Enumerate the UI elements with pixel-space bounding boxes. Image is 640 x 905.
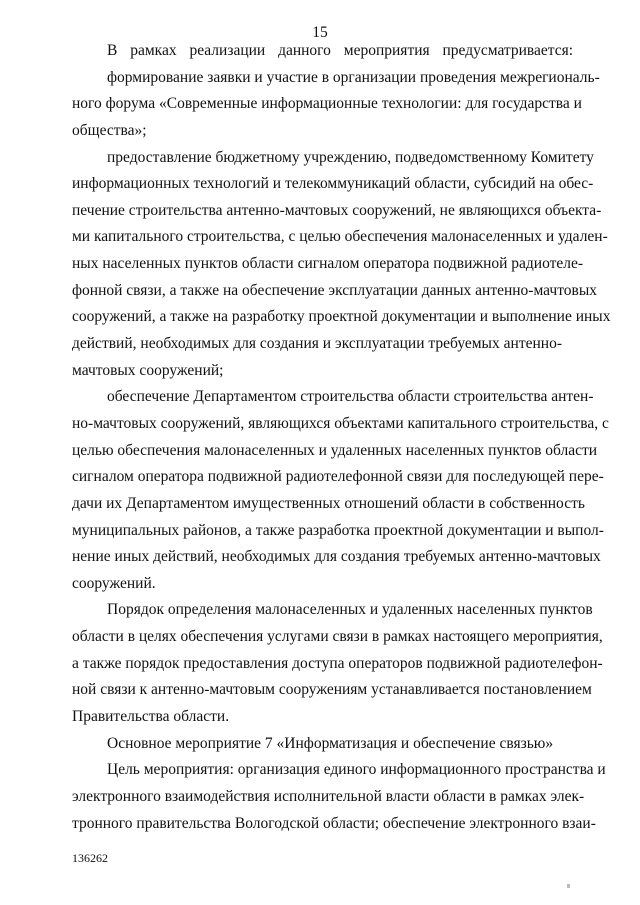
paragraph [72, 38, 574, 65]
text-line: нение иных действий, необходимых для создания требуемых антенно-мачтовых [72, 548, 601, 566]
text-line: Правительства области. [72, 708, 230, 726]
document-body [72, 38, 611, 837]
text-line: общества»; [72, 121, 147, 139]
text-line: обеспечение Департаментом строительства области строительства антен- [107, 388, 594, 406]
text-line: сооружений, а также на разработку проектной документации и выполнение иных [72, 308, 611, 326]
text-line: предоставление бюджетному учреждению, подведомственному Комитету [107, 148, 594, 166]
text-line: сигналом оператора подвижной радиотелефонной связи для последующей пере- [72, 468, 604, 486]
text-line: сооружений. [72, 574, 156, 592]
text-line: действий, необходимых для создания и эксплуатации требуемых антенно- [72, 335, 562, 353]
text-line: дачи их Департаментом имущественных отношений области в собственность [72, 494, 585, 512]
scan-artifact [567, 884, 570, 888]
text-line: Основное мероприятие 7 «Информатизация и обеспечение связью» [107, 734, 554, 752]
document-code: 136262 [72, 851, 108, 865]
text-line: области в целях обеспечения услугами связи в рамках настоящего мероприятия, [72, 628, 603, 646]
text-line: Цель мероприятия: организация единого информационного пространства и [107, 761, 606, 779]
text-line: печение строительства антенно-мачтовых сооружений, не являющихся объекта- [72, 201, 602, 219]
text-line: а также порядок предоставления доступа операторов подвижной радиотелефон- [72, 654, 603, 672]
text-line: ной связи к антенно-мачтовым сооружениям устанавливается постановлением [72, 681, 592, 699]
text-line: целью обеспечения малонаселенных и удаленных населенных пунктов области [72, 441, 598, 459]
text-line: фонной связи, а также на обеспечение эксплуатации данных антенно-мачтовых [72, 281, 598, 299]
text-line: тронного правительства Вологодской области; обеспечение электронного взаи- [72, 814, 596, 832]
text-line: Порядок определения малонаселенных и удаленных населенных пунктов [107, 601, 593, 619]
text-line: В рамках реализации данного мероприятия предусматривается: [107, 42, 574, 59]
text-line: формирование заявки и участие в организации проведения межрегиональ- [107, 68, 600, 86]
paragraph [72, 597, 603, 730]
text-line: мачтовых сооружений; [72, 361, 224, 379]
text-line: муниципальных районов, а также разработка проектной документации и выпол- [72, 521, 604, 539]
text-line: информационных технологий и телекоммуникаций области, субсидий на обес- [72, 175, 594, 193]
text-line: но-мачтовых сооружений, являющихся объектами капитального строительства, с [72, 414, 609, 432]
text-line: ных населенных пунктов области сигналом оператора подвижной радиотеле- [72, 255, 584, 273]
paragraph [72, 145, 611, 385]
page-number: 15 [312, 24, 328, 41]
paragraph [72, 757, 606, 837]
paragraph [72, 65, 600, 145]
text-line: ного форума «Современные информационные технологии: для государства и [72, 95, 582, 113]
paragraph [72, 384, 609, 597]
paragraph [72, 731, 562, 758]
text-line: ми капитального строительства, с целью обеспечения малонаселенных и удален- [72, 228, 608, 246]
text-line: электронного взаимодействия исполнительной власти области в рамках элек- [72, 787, 585, 805]
